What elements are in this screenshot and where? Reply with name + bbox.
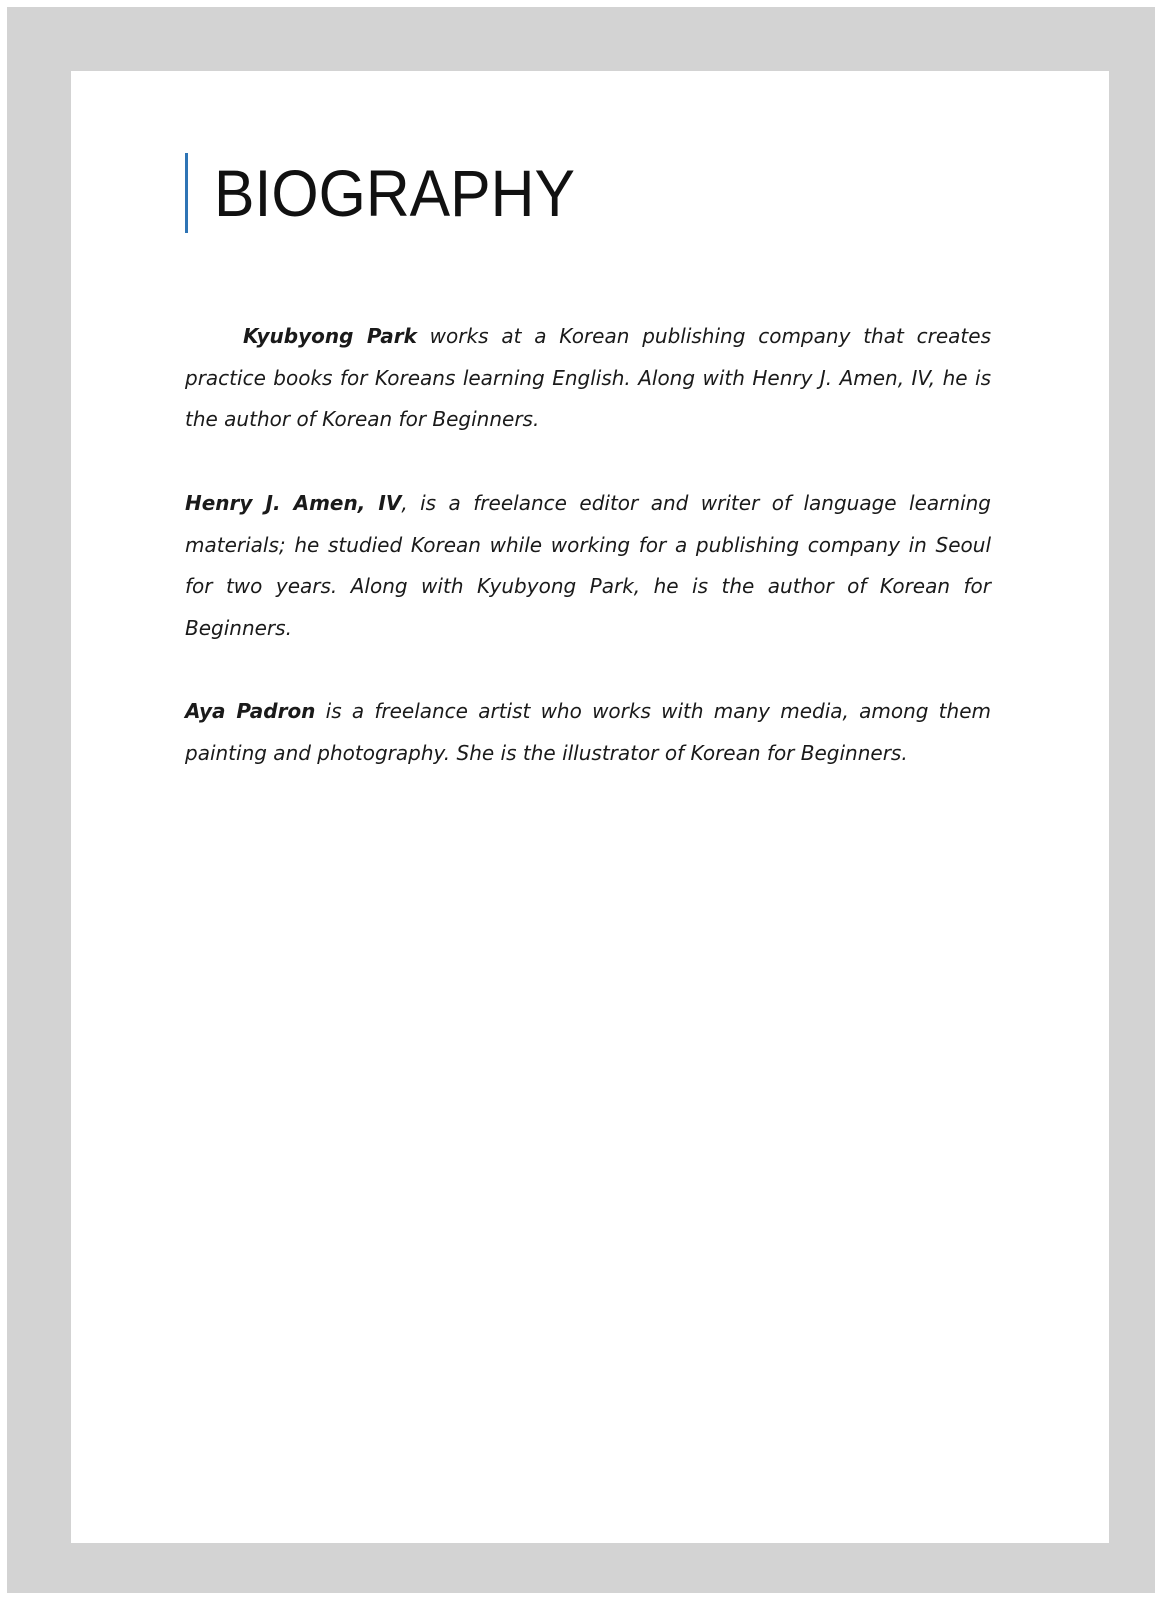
author-name: Kyubyong Park (243, 324, 417, 348)
biography-paragraph (185, 691, 991, 774)
paragraph-text: , is a freelance editor and writer of language learning materials; he studied Korean while working for a publishing company in Seoul for two years. Along with Kyubyong Park, he is the author of Korean for Beginners. (185, 490, 991, 640)
document-page (71, 71, 1109, 1543)
paragraph-text: is a freelance artist who works with many media, among them painting and photography. She is the illustrator of Korean for Beginners. (185, 699, 991, 765)
biography-paragraph (185, 483, 991, 650)
page-frame (7, 7, 1155, 1593)
paragraph-text: works at a Korean publishing company that creates practice books for Koreans learning English. Along with Henry J. Amen, IV, he is the author of Korean for Beginners. (185, 324, 991, 432)
page-title: BIOGRAPHY (214, 156, 576, 230)
illustrator-name: Aya Padron (185, 699, 316, 724)
biography-paragraph (185, 316, 991, 441)
author-name: Henry J. Amen, IV (185, 490, 402, 515)
heading-accent-bar (185, 153, 188, 233)
biography-body (185, 316, 991, 816)
page-heading (185, 153, 606, 233)
